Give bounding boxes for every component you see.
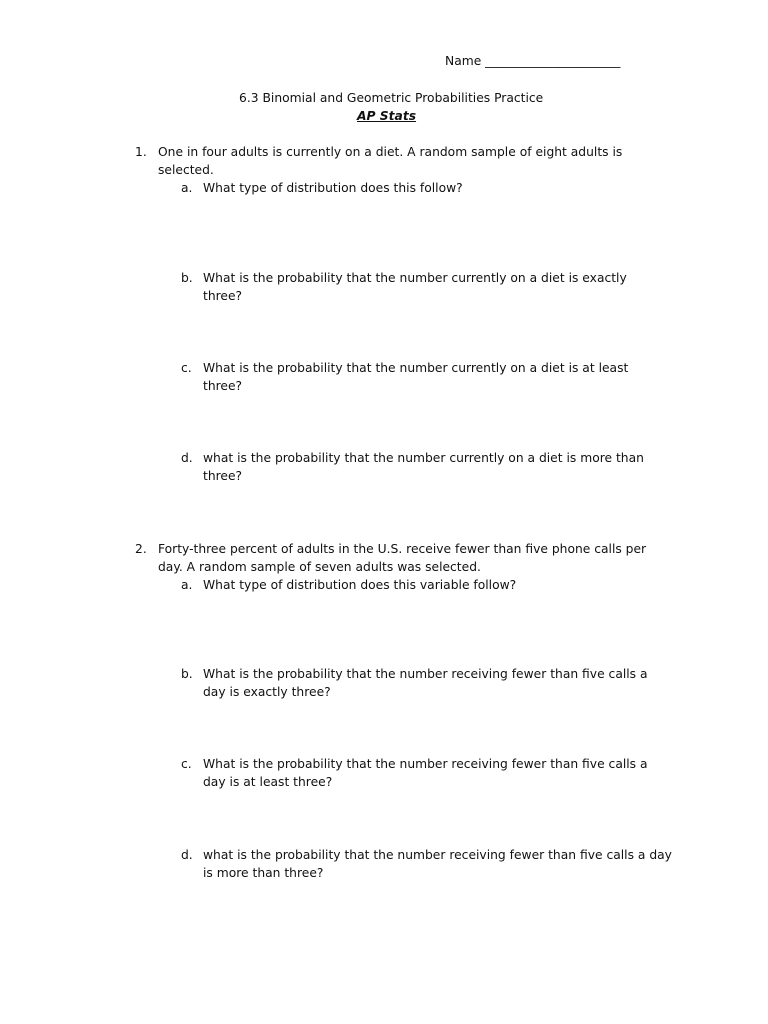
part-text-line1: what is the probability that the number receiving fewer than five calls a day xyxy=(203,848,672,862)
question-number: 1. xyxy=(135,145,147,159)
part-text-line2: day is at least three? xyxy=(203,775,333,789)
part-text-line2: three? xyxy=(203,379,243,393)
question-text-line2: selected. xyxy=(158,163,214,177)
part-letter: b. xyxy=(181,667,193,681)
part-text-line1: What is the probability that the number currently on a diet is exactly xyxy=(203,271,627,285)
question-number: 2. xyxy=(135,542,147,556)
question-text-line2: day. A random sample of seven adults was selected. xyxy=(158,560,481,574)
part-text-line1: What is the probability that the number receiving fewer than five calls a xyxy=(203,667,648,681)
part-letter: d. xyxy=(181,848,193,862)
part-letter: c. xyxy=(181,361,192,375)
part-text-line1: What type of distribution does this follow? xyxy=(203,181,463,195)
part-text-line2: three? xyxy=(203,469,243,483)
question-text-line1: One in four adults is currently on a diet. A random sample of eight adults is xyxy=(158,145,623,159)
part-letter: b. xyxy=(181,271,193,285)
part-letter: a. xyxy=(181,578,193,592)
part-text-line1: What is the probability that the number receiving fewer than five calls a xyxy=(203,757,648,771)
part-text-line1: What type of distribution does this variable follow? xyxy=(203,578,517,592)
worksheet-subtitle: AP Stats xyxy=(357,109,417,123)
part-text-line2: is more than three? xyxy=(203,866,324,880)
part-letter: c. xyxy=(181,757,192,771)
part-text-line1: what is the probability that the number currently on a diet is more than xyxy=(203,451,644,465)
part-text-line1: What is the probability that the number currently on a diet is at least xyxy=(203,361,629,375)
name-field-label: Name ______________________ xyxy=(445,54,621,68)
part-text-line2: three? xyxy=(203,289,243,303)
question-text-line1: Forty-three percent of adults in the U.S. receive fewer than five phone calls per xyxy=(158,542,647,556)
worksheet-title: 6.3 Binomial and Geometric Probabilities Practice xyxy=(239,91,544,105)
part-letter: a. xyxy=(181,181,193,195)
part-letter: d. xyxy=(181,451,193,465)
part-text-line2: day is exactly three? xyxy=(203,685,331,699)
